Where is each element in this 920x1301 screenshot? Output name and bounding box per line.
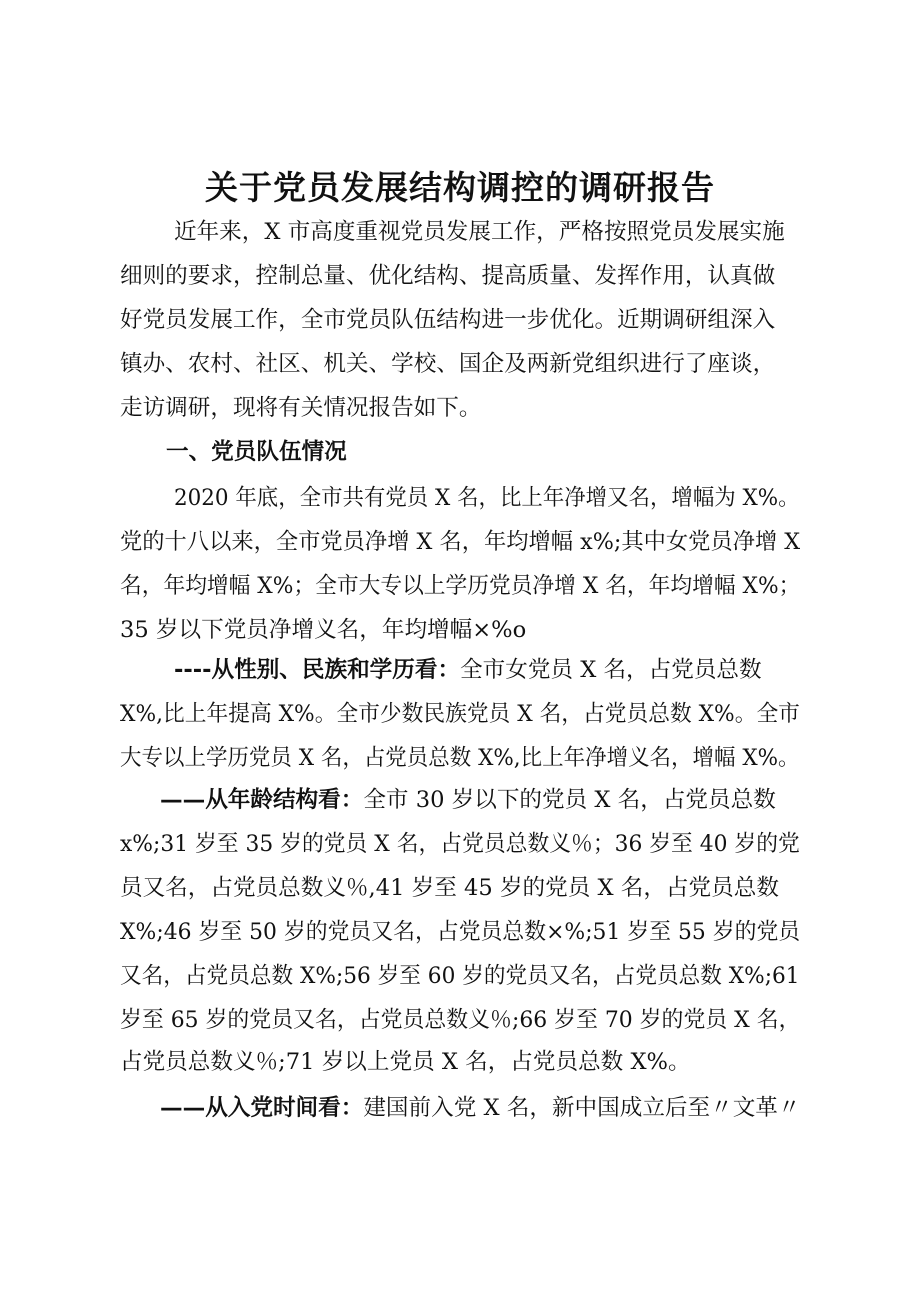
paragraph-line bbox=[160, 778, 776, 822]
intro-line: 镇办、农村、社区、机关、学校、国企及两新党组织进行了座谈， bbox=[120, 351, 776, 377]
paragraph-lead: ----从性别、民族和学历看： bbox=[174, 657, 461, 683]
paragraph-line: 2020 年底，全市共有党员 X 名，比上年净增又名，增幅为 X%。 bbox=[174, 485, 800, 511]
intro-line: 近年来，X 市高度重视党员发展工作，严格按照党员发展实施 bbox=[174, 219, 785, 245]
paragraph-line: 大专以上学历党员 X 名，占党员总数 X%,比上年净增义名，增幅 X%。 bbox=[120, 745, 800, 771]
document-title: 关于党员发展结构调控的调研报告 bbox=[205, 168, 715, 207]
paragraph-line: 又名，占党员总数 X%;56 岁至 60 岁的党员又名，占党员总数 X%;61 bbox=[120, 963, 800, 989]
intro-line: 细则的要求，控制总量、优化结构、提高质量、发挥作用，认真做 bbox=[120, 263, 776, 289]
paragraph-line: 名，年均增幅 X%；全市大专以上学历党员净增 X 名，年均增幅 X%； bbox=[120, 573, 801, 599]
paragraph-line: 岁至 65 岁的党员又名，占党员总数义％;66 岁至 70 岁的党员 X 名， bbox=[120, 1007, 801, 1033]
intro-line: 走访调研，现将有关情况报告如下。 bbox=[120, 395, 482, 421]
paragraph-line: X%;46 岁至 50 岁的党员又名，占党员总数×%;51 岁至 55 岁的党员 bbox=[120, 919, 801, 945]
paragraph-text: 全市女党员 X 名，占党员总数 bbox=[460, 657, 762, 683]
paragraph-text: 全市 30 岁以下的党员 X 名，占党员总数 bbox=[363, 787, 776, 813]
section-heading: 一、党员队伍情况 bbox=[166, 439, 347, 465]
intro-line: 好党员发展工作，全市党员队伍结构进一步优化。近期调研组深入 bbox=[120, 307, 776, 333]
paragraph-line: 党的十八以来，全市党员净增 X 名，年均增幅 x%;其中女党员净增 X bbox=[120, 529, 801, 555]
paragraph-line bbox=[174, 648, 762, 692]
paragraph-line: 员又名，占党员总数义％,41 岁至 45 岁的党员 X 名，占党员总数 bbox=[120, 875, 779, 901]
paragraph-line: x%;31 岁至 35 岁的党员 X 名，占党员总数义％；36 岁至 40 岁的党 bbox=[120, 831, 800, 857]
paragraph-lead: ——从年龄结构看： bbox=[160, 787, 364, 813]
paragraph-lead: ——从入党时间看： bbox=[160, 1095, 364, 1121]
paragraph-line: X%,比上年提高 X%。全市少数民族党员 X 名，占党员总数 X%。全市 bbox=[120, 701, 800, 727]
paragraph-line bbox=[160, 1086, 800, 1130]
paragraph-line: 占党员总数义％;71 岁以上党员 X 名，占党员总数 X%。 bbox=[120, 1049, 691, 1075]
paragraph-line: 35 岁以下党员净增义名，年均增幅×%o bbox=[120, 617, 527, 643]
paragraph-text: 建国前入党 X 名，新中国成立后至〃文革〃 bbox=[363, 1095, 801, 1121]
